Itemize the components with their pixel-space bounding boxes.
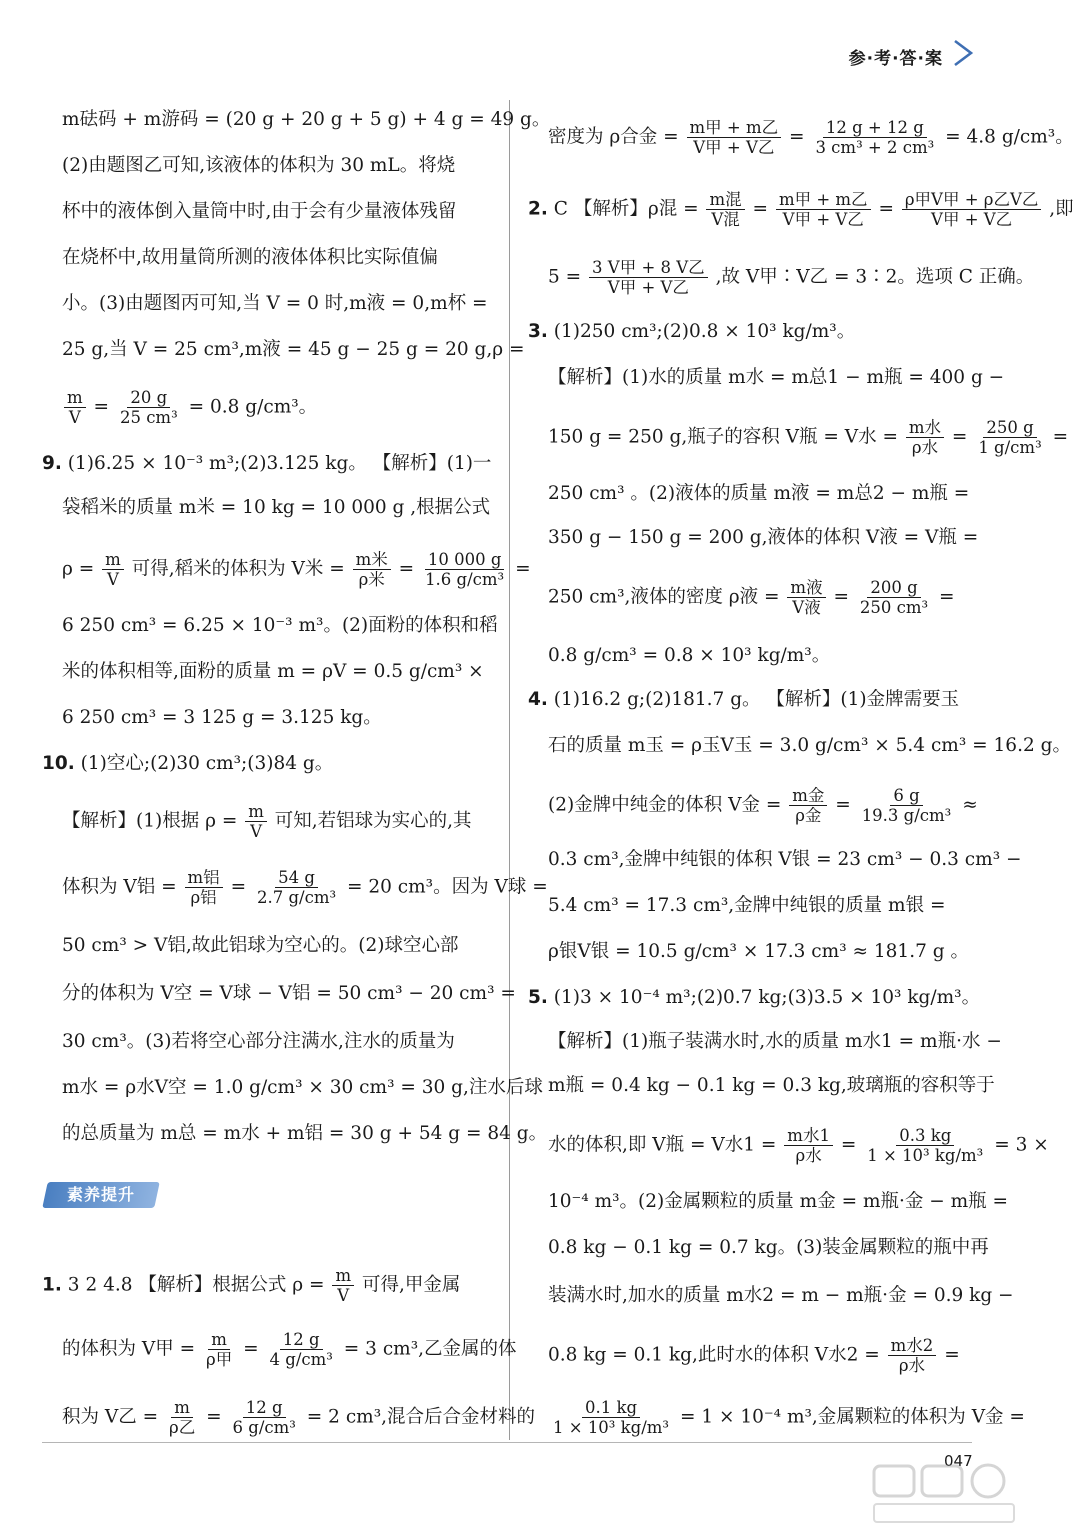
question-9-line-2: 袋稻米的质量 m米 = 10 kg = 10 000 g ,根据公式 — [62, 497, 491, 518]
question-number: 3. — [528, 321, 548, 342]
fraction: $\frac{6 g}{\text{19.3 g/cm³}}$ — [861, 786, 952, 825]
question-number: 5. — [528, 987, 548, 1008]
left-line-1: m砝码 + m游码 = (20 g + 20 g + 5 g) + 4 g = 49 g。 — [62, 109, 551, 130]
question-9-line-5: 米的体积相等,面粉的质量 m = ρV = 0.5 g/cm³ × — [62, 661, 484, 682]
question-3-line-7: 0.8 g/cm³ = 0.8 × 10³ kg/m³。 — [548, 645, 831, 666]
question-5-line-7: 装满水时,加水的质量 m水2 = m − m瓶·金 = 0.9 kg − — [548, 1285, 1014, 1306]
question-2-line-1: 2. C 【解析】ρ混 = $\frac{\text{m混}}{\text{V混}}$ = $\frac{\text{m甲 + m乙}}{\text{V甲 + V乙}}$ = $\frac{\text{ρ甲V甲 + ρ乙V乙}}{\text{V甲 + V乙}}$ ,即 — [528, 190, 1074, 229]
fraction: $\frac{\text{m米}}{\text{ρ米}}$ — [353, 550, 391, 589]
fraction: $\frac{12 g + 12 g}{\text{3 cm³ + 2 cm³}}$ — [815, 118, 935, 157]
section-q1-line-3: 积为 V乙 = $\frac{m}{\text{ρ乙}}$ = $\frac{12 g}{\text{6 g/cm³}}$ = 2 cm³,混合后合金材料的 — [62, 1398, 536, 1437]
left-line-7: $\frac{m}{V}$ = $\frac{20 g}{\text{25 cm³}}$ = 0.8 g/cm³。 — [62, 388, 317, 427]
left-line-3: 杯中的液体倒入量筒中时,由于会有少量液体残留 — [62, 201, 457, 222]
fraction: $\frac{m}{\text{ρ甲}}$ — [206, 1330, 233, 1369]
question-10-line-2: 【解析】(1)根据 ρ = $\frac{m}{V}$ 可知,若铝球为实心的,其 — [62, 802, 472, 841]
left-line-5: 小。(3)由题图丙可知,当 V = 0 时,m液 = 0,m杯 = — [62, 293, 488, 314]
fraction: $\frac{\text{m水1}}{\text{ρ水}}$ — [784, 1126, 833, 1165]
fraction: $\frac{10 000 g}{\text{1.6 g/cm³}}$ — [425, 550, 505, 589]
fraction: $\frac{\text{m铝}}{\text{ρ铝}}$ — [185, 868, 223, 907]
question-3-line-1: 3. (1)250 cm³;(2)0.8 × 10³ kg/m³。 — [528, 321, 856, 342]
question-9-line-4: 6 250 cm³ = 6.25 × 10⁻³ m³。(2)面粉的体积和稻 — [62, 615, 498, 636]
fraction: $\frac{\text{m甲 + m乙}}{\text{V甲 + V乙}}$ — [687, 118, 782, 157]
question-3-line-4: 250 cm³ 。(2)液体的质量 m液 = m总2 − m瓶 = — [548, 483, 970, 504]
fraction: $\frac{20 g}{\text{25 cm³}}$ — [119, 388, 178, 427]
fraction: $\frac{12 g}{\text{4 g/cm³}}$ — [269, 1330, 333, 1369]
fraction: $\frac{m}{V}$ — [332, 1266, 354, 1305]
question-5-line-1: 5. (1)3 × 10⁻⁴ m³;(2)0.7 kg;(3)3.5 × 10³ kg/m³。 — [528, 987, 981, 1008]
question-5-line-3: m瓶 = 0.4 kg − 0.1 kg = 0.3 kg,玻璃瓶的容积等于 — [548, 1075, 995, 1096]
fraction: $\frac{\text{ρ甲V甲 + ρ乙V乙}}{\text{V甲 + V乙}}$ — [902, 190, 1042, 229]
left-line-2: (2)由题图乙可知,该液体的体积为 30 mL。将烧 — [62, 155, 456, 176]
fraction: $\frac{200 g}{\text{250 cm³}}$ — [859, 578, 929, 617]
question-5-line-9: $\frac{0.1 kg}{\text{1 × 10³ kg/m³}}$ = 1 × 10⁻⁴ m³,金属颗粒的体积为 V金 = — [548, 1398, 1025, 1437]
question-2-line-2: 5 = $\frac{\text{3 V甲 + 8 V乙}}{\text{V甲 + V乙}}$ ,故 V甲∶V乙 = 3∶2。选项 C 正确。 — [548, 258, 1035, 297]
question-10-line-5: 分的体积为 V空 = V球 − V铝 = 50 cm³ − 20 cm³ = — [62, 983, 516, 1004]
question-4-line-5: 5.4 cm³ = 17.3 cm³,金牌中纯银的质量 m银 = — [548, 895, 946, 916]
fraction: $\frac{250 g}{\text{1 g/cm³}}$ — [978, 418, 1042, 457]
question-number: 1. — [42, 1274, 62, 1296]
right-line-1: 密度为 ρ合金 = $\frac{\text{m甲 + m乙}}{\text{V甲 + V乙}}$ = $\frac{12 g + 12 g}{\text{3 cm³ + 2 cm³}}$ = 4.8 g/cm³。 — [548, 118, 1074, 157]
fraction: $\frac{\text{m水2}}{\text{ρ水}}$ — [888, 1336, 937, 1375]
section-q1-line-2: 的体积为 V甲 = $\frac{m}{\text{ρ甲}}$ = $\frac{12 g}{\text{4 g/cm³}}$ = 3 cm³,乙金属的体 — [62, 1330, 517, 1369]
question-number: 9. — [42, 453, 62, 474]
question-10-line-7: m水 = ρ水V空 = 1.0 g/cm³ × 30 cm³ = 30 g,注水后球 — [62, 1077, 543, 1098]
question-5-line-8: 0.8 kg = 0.1 kg,此时水的体积 V水2 = $\frac{\text{m水2}}{\text{ρ水}}$ = — [548, 1336, 960, 1375]
fraction: $\frac{m}{V}$ — [64, 388, 86, 427]
bottom-divider — [42, 1442, 972, 1443]
question-5-line-6: 0.8 kg − 0.1 kg = 0.7 kg。(3)装金属颗粒的瓶中再 — [548, 1237, 989, 1258]
question-5-line-2: 【解析】(1)瓶子装满水时,水的质量 m水1 = m瓶·水 − — [548, 1031, 1002, 1052]
fraction: $\frac{\text{m液}}{\text{V液}}$ — [787, 578, 825, 617]
fraction: $\frac{0.3 kg}{\text{1 × 10³ kg/m³}}$ — [867, 1126, 984, 1165]
question-9-line-3: ρ = $\frac{m}{V}$ 可得,稻米的体积为 V米 = $\frac{\text{m米}}{\text{ρ米}}$ = $\frac{10 000 g}{\text{1.6 g/cm³}}$ = — [62, 550, 531, 589]
question-5-line-4: 水的体积,即 V瓶 = V水1 = $\frac{\text{m水1}}{\text{ρ水}}$ = $\frac{0.3 kg}{\text{1 × 10³ kg/m³}}$ = 3 × — [548, 1126, 1049, 1165]
fraction: $\frac{\text{3 V甲 + 8 V乙}}{\text{V甲 + V乙}}$ — [589, 258, 708, 297]
question-5-line-5: 10⁻⁴ m³。(2)金属颗粒的质量 m金 = m瓶·金 − m瓶 = — [548, 1191, 1009, 1212]
fraction: $\frac{\text{m甲 + m乙}}{\text{V甲 + V乙}}$ — [776, 190, 871, 229]
question-number: 2. — [528, 198, 548, 220]
question-10-line-3: 体积为 V铝 = $\frac{\text{m铝}}{\text{ρ铝}}$ = $\frac{54 g}{\text{2.7 g/cm³}}$ = 20 cm³。因为 V球 = — [62, 868, 548, 907]
fraction: $\frac{0.1 kg}{\text{1 × 10³ kg/m³}}$ — [553, 1398, 670, 1437]
fraction: $\frac{m}{\text{ρ乙}}$ — [169, 1398, 196, 1437]
question-9-line-6: 6 250 cm³ = 3 125 g = 3.125 kg。 — [62, 707, 382, 728]
section-banner: 素养提升 — [42, 1182, 160, 1208]
question-10-line-1: 10. (1)空心;(2)30 cm³;(3)84 g。 — [42, 753, 334, 774]
question-10-line-8: 的总质量为 m总 = m水 + m铝 = 30 g + 54 g = 84 g。 — [62, 1123, 548, 1144]
question-4-line-6: ρ银V银 = 10.5 g/cm³ × 17.3 cm³ ≈ 181.7 g 。 — [548, 941, 969, 962]
watermark-logo — [870, 1462, 1020, 1528]
question-3-line-6: 250 cm³,液体的密度 ρ液 = $\frac{\text{m液}}{\text{V液}}$ = $\frac{200 g}{\text{250 cm³}}$ = — [548, 578, 955, 617]
fraction: $\frac{m}{V}$ — [102, 550, 124, 589]
chevron-right-icon — [947, 38, 977, 68]
left-line-6: 25 g,当 V = 25 cm³,m液 = 45 g − 25 g = 20 g,ρ = — [62, 339, 525, 360]
question-4-line-1: 4. (1)16.2 g;(2)181.7 g。 【解析】(1)金牌需要玉 — [528, 689, 960, 710]
page-number: 047 — [944, 1452, 973, 1470]
fraction: $\frac{54 g}{\text{2.7 g/cm³}}$ — [256, 868, 337, 907]
section-q1-line-1: 1. 3 2 4.8 【解析】根据公式 ρ = $\frac{m}{V}$ 可得,甲金属 — [42, 1266, 461, 1305]
question-3-line-3: 150 g = 250 g,瓶子的容积 V瓶 = V水 = $\frac{\text{m水}}{\text{ρ水}}$ = $\frac{250 g}{\text{1 g/cm³}}$ = — [548, 418, 1069, 457]
question-9-line-1: 9. (1)6.25 × 10⁻³ m³;(2)3.125 kg。 【解析】(1)一 — [42, 453, 492, 474]
fraction: $\frac{12 g}{\text{6 g/cm³}}$ — [232, 1398, 296, 1437]
question-number: 4. — [528, 689, 548, 710]
header-title: 参·考·答·案 — [848, 49, 943, 69]
fraction: $\frac{\text{m混}}{\text{V混}}$ — [706, 190, 744, 229]
question-3-line-2: 【解析】(1)水的质量 m水 = m总1 − m瓶 = 400 g − — [548, 367, 1005, 388]
question-3-line-5: 350 g − 150 g = 200 g,液体的体积 V液 = V瓶 = — [548, 527, 979, 548]
question-4-line-2: 石的质量 m玉 = ρ玉V玉 = 3.0 g/cm³ × 5.4 cm³ = 16.2 g。 — [548, 735, 1071, 756]
question-10-line-6: 30 cm³。(3)若将空心部分注满水,注水的质量为 — [62, 1031, 455, 1052]
question-4-line-3: (2)金牌中纯金的体积 V金 = $\frac{\text{m金}}{\text{ρ金}}$ = $\frac{6 g}{\text{19.3 g/cm³}}$ ≈ — [548, 786, 978, 825]
left-line-4: 在烧杯中,故用量筒所测的液体体积比实际值偏 — [62, 247, 438, 268]
column-divider — [509, 100, 510, 1440]
fraction: $\frac{\text{m水}}{\text{ρ水}}$ — [906, 418, 944, 457]
question-4-line-4: 0.3 cm³,金牌中纯银的体积 V银 = 23 cm³ − 0.3 cm³ − — [548, 849, 1022, 870]
fraction: $\frac{m}{V}$ — [245, 802, 267, 841]
question-10-line-4: 50 cm³ > V铝,故此铝球为空心的。(2)球空心部 — [62, 935, 459, 956]
fraction: $\frac{\text{m金}}{\text{ρ金}}$ — [789, 786, 827, 825]
question-number: 10. — [42, 753, 75, 774]
